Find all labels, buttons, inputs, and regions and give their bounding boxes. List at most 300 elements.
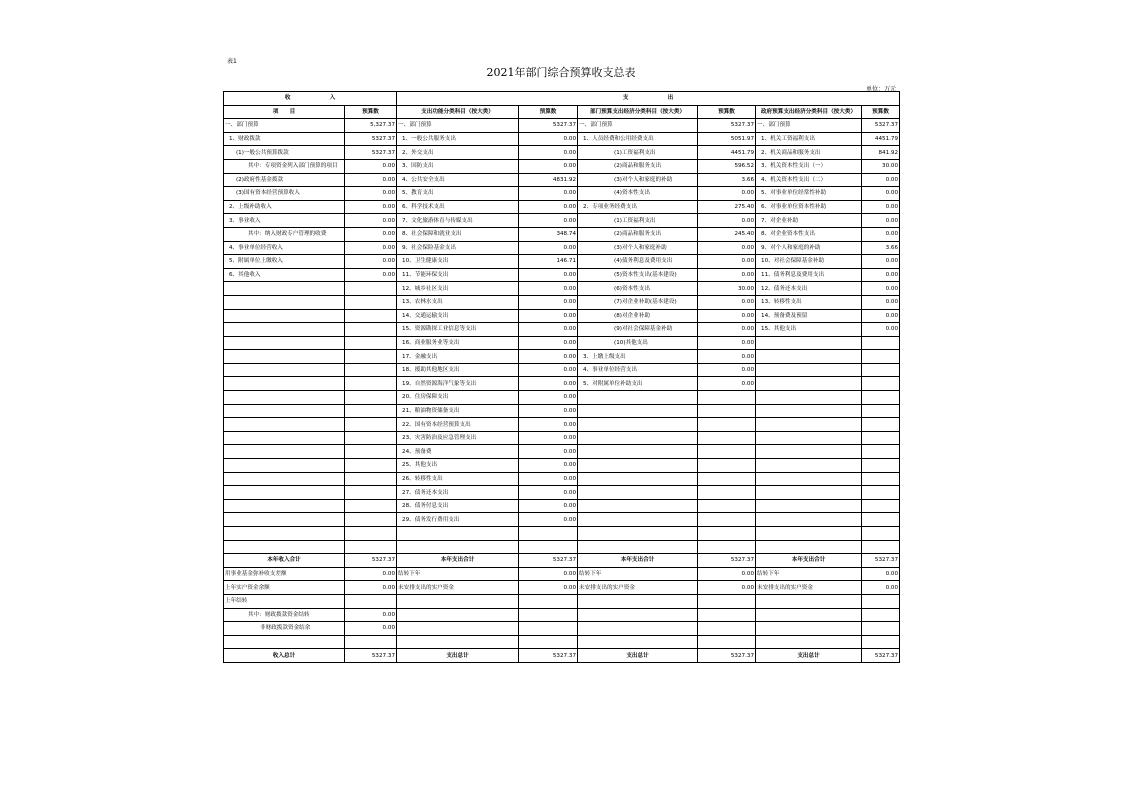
table-label: 表1 <box>227 58 237 65</box>
budget-value <box>345 459 397 473</box>
col-dept-econ-header: 部门预算支出经济分类科目（按大类） <box>578 105 698 119</box>
item-label <box>756 363 862 377</box>
expense-total-value: 5327.37 <box>698 554 756 568</box>
col-budget-header: 预算数 <box>345 105 397 119</box>
budget-value <box>345 377 397 391</box>
item-label: 21、粮油物资储备支出 <box>397 404 519 418</box>
item-label <box>224 309 345 323</box>
budget-value: 0.00 <box>862 295 900 309</box>
budget-value: 0.00 <box>698 377 756 391</box>
item-label: (9)对社会保障基金补助 <box>578 323 698 337</box>
budget-value: 0.00 <box>862 255 900 269</box>
budget-value: 0.00 <box>698 255 756 269</box>
item-label <box>756 499 862 513</box>
budget-value <box>698 418 756 432</box>
budget-value: 0.00 <box>519 146 578 160</box>
budget-value: 0.00 <box>345 159 397 173</box>
budget-value <box>862 350 900 364</box>
table-row <box>224 363 900 377</box>
item-label: 其中：纳入财政专户管理的收费 <box>224 227 345 241</box>
item-label: 4、事业单位经营支出 <box>578 363 698 377</box>
budget-value: 0.00 <box>519 132 578 146</box>
item-label <box>224 350 345 364</box>
budget-value: 0.00 <box>519 404 578 418</box>
item-label: 25、其他支出 <box>397 459 519 473</box>
item-label: 14、交通运输支出 <box>397 309 519 323</box>
item-label: 1、财政拨款 <box>224 132 345 146</box>
budget-value: 596.52 <box>698 159 756 173</box>
item-label: (1)工资福利支出 <box>578 214 698 228</box>
budget-value <box>862 445 900 459</box>
item-label: 2、外交支出 <box>397 146 519 160</box>
budget-value <box>862 499 900 513</box>
summary-value: 0.00 <box>698 567 756 581</box>
budget-value <box>862 418 900 432</box>
table-row <box>224 350 900 364</box>
summary-value: 0.00 <box>345 622 397 636</box>
expense-header: 支 出 <box>397 92 900 106</box>
item-label: (3)对个人和家庭的补助 <box>578 173 698 187</box>
item-label: 8、社会保障和就业支出 <box>397 227 519 241</box>
item-label: 28、债务付息支出 <box>397 499 519 513</box>
budget-value <box>862 363 900 377</box>
expense-total-value: 5327.37 <box>519 554 578 568</box>
item-label <box>224 363 345 377</box>
income-total-value: 5327.37 <box>345 554 397 568</box>
item-label <box>578 431 698 445</box>
item-label: 9、对个人和家庭的补助 <box>756 241 862 255</box>
budget-value: 0.00 <box>698 309 756 323</box>
budget-value <box>862 377 900 391</box>
item-label <box>224 499 345 513</box>
item-label <box>578 499 698 513</box>
item-label: (3)国有资本经营预算收入 <box>224 187 345 201</box>
item-label: 23、灾害防治及应急管理支出 <box>397 431 519 445</box>
budget-value: 0.00 <box>519 363 578 377</box>
item-label: 12、债务还本支出 <box>756 282 862 296</box>
budget-value: 0.00 <box>862 323 900 337</box>
item-label: 10、卫生健康支出 <box>397 255 519 269</box>
budget-value: 0.00 <box>519 499 578 513</box>
item-label <box>756 445 862 459</box>
expense-total-label: 本年支出合计 <box>756 554 862 568</box>
budget-value: 0.00 <box>519 295 578 309</box>
item-label: 27、债务还本支出 <box>397 486 519 500</box>
budget-value: 0.00 <box>519 350 578 364</box>
item-label: 24、预备费 <box>397 445 519 459</box>
budget-value <box>698 445 756 459</box>
table-row <box>224 132 900 146</box>
item-label: 6、对事业单位资本性补助 <box>756 200 862 214</box>
grand-expense-value: 5327.37 <box>519 649 578 663</box>
budget-value <box>345 418 397 432</box>
budget-value <box>862 431 900 445</box>
expense-total-label: 本年支出合计 <box>397 554 519 568</box>
summary-label: 用事业基金弥补收支差额 <box>224 567 345 581</box>
budget-value <box>698 486 756 500</box>
budget-value <box>862 459 900 473</box>
budget-value: 0.00 <box>345 268 397 282</box>
table-row <box>224 377 900 391</box>
item-label <box>756 404 862 418</box>
grand-income-value: 5327.37 <box>345 649 397 663</box>
item-label: 5、对附属单位补助支出 <box>578 377 698 391</box>
item-label <box>578 404 698 418</box>
item-label <box>224 459 345 473</box>
budget-value: 0.00 <box>698 214 756 228</box>
budget-value <box>698 499 756 513</box>
budget-value: 0.00 <box>519 486 578 500</box>
budget-value: 245.40 <box>698 227 756 241</box>
budget-value <box>862 486 900 500</box>
col-item-header: 项 目 <box>224 105 345 119</box>
budget-value <box>862 404 900 418</box>
budget-value: 0.00 <box>345 227 397 241</box>
budget-value: 0.00 <box>519 472 578 486</box>
budget-value: 146.71 <box>519 255 578 269</box>
budget-value <box>345 282 397 296</box>
item-label <box>756 350 862 364</box>
budget-value: 30.00 <box>698 282 756 296</box>
budget-value <box>698 431 756 445</box>
col-budget-header: 预算数 <box>519 105 578 119</box>
item-label: (10)其他支出 <box>578 336 698 350</box>
item-label <box>224 323 345 337</box>
unit-label: 单位：万元 <box>865 86 896 93</box>
table-row <box>224 445 900 459</box>
grand-income-label: 收入总计 <box>224 649 345 663</box>
budget-value <box>345 295 397 309</box>
table-row <box>224 159 900 173</box>
item-label: 其中：专项资金列入部门预算的项目 <box>224 159 345 173</box>
summary-label: 其中：财政拨款资金结转 <box>224 608 345 622</box>
summary-label: 未安排支出的实户资金 <box>397 581 519 595</box>
item-label <box>756 377 862 391</box>
item-label: 11、节能环保支出 <box>397 268 519 282</box>
budget-value: 0.00 <box>519 418 578 432</box>
budget-value <box>345 513 397 527</box>
budget-value: 841.92 <box>862 146 900 160</box>
item-label <box>224 418 345 432</box>
summary-label: 上年结转 <box>224 594 345 608</box>
item-label: 一、部门预算 <box>397 119 519 133</box>
item-label <box>224 486 345 500</box>
budget-value: 0.00 <box>519 513 578 527</box>
summary-value: 0.00 <box>862 567 900 581</box>
item-label <box>756 459 862 473</box>
item-label: 6、科学技术支出 <box>397 200 519 214</box>
budget-value <box>345 309 397 323</box>
item-label: 3、事业收入 <box>224 214 345 228</box>
item-label <box>224 391 345 405</box>
item-label: 13、农林水支出 <box>397 295 519 309</box>
table-row <box>224 513 900 527</box>
budget-value <box>345 363 397 377</box>
budget-value: 5327.37 <box>345 132 397 146</box>
item-label: (2)商品和服务支出 <box>578 227 698 241</box>
budget-value: 0.00 <box>519 377 578 391</box>
item-label: 7、对企业补助 <box>756 214 862 228</box>
budget-value: 0.00 <box>519 323 578 337</box>
table-row <box>224 200 900 214</box>
grand-expense-value: 5327.37 <box>862 649 900 663</box>
item-label: 一、部门预算 <box>756 119 862 133</box>
item-label: 29、债务发行费用支出 <box>397 513 519 527</box>
item-label: 9、社会保险基金支出 <box>397 241 519 255</box>
item-label: 2、机关商品和服务支出 <box>756 146 862 160</box>
item-label: 20、住房保障支出 <box>397 391 519 405</box>
grand-expense-value: 5327.37 <box>698 649 756 663</box>
budget-value <box>345 323 397 337</box>
item-label: (8)对企业补助 <box>578 309 698 323</box>
item-label: (5)资本性支出(基本建设) <box>578 268 698 282</box>
summary-label: 结转下年 <box>578 567 698 581</box>
item-label: 15、资源勘探工业信息等支出 <box>397 323 519 337</box>
budget-value: 3.66 <box>698 173 756 187</box>
summary-value: 0.00 <box>345 581 397 595</box>
item-label: 3、机关资本性支出（一） <box>756 159 862 173</box>
budget-value <box>345 472 397 486</box>
item-label <box>224 472 345 486</box>
item-label: 一、部门预算 <box>224 119 345 133</box>
budget-value: 4831.92 <box>519 173 578 187</box>
budget-value: 0.00 <box>862 187 900 201</box>
budget-value: 0.00 <box>698 336 756 350</box>
budget-value: 0.00 <box>519 187 578 201</box>
budget-value: 0.00 <box>345 241 397 255</box>
budget-value <box>698 404 756 418</box>
summary-label: 非财政拨款资金结余 <box>224 622 345 636</box>
summary-value: 0.00 <box>519 567 578 581</box>
item-label: (7)对企业补助(基本建设) <box>578 295 698 309</box>
item-label: 1、机关工资福利支出 <box>756 132 862 146</box>
item-label: (4)债务利息及费用支出 <box>578 255 698 269</box>
item-label <box>578 513 698 527</box>
budget-value: 0.00 <box>862 227 900 241</box>
budget-value <box>862 336 900 350</box>
item-label <box>578 472 698 486</box>
budget-value: 0.00 <box>698 350 756 364</box>
item-label <box>756 431 862 445</box>
item-label: 13、转移性支出 <box>756 295 862 309</box>
item-label <box>224 445 345 459</box>
item-label <box>756 336 862 350</box>
budget-value <box>345 445 397 459</box>
table-row <box>224 486 900 500</box>
table-row <box>224 282 900 296</box>
budget-value: 0.00 <box>519 282 578 296</box>
item-label <box>224 513 345 527</box>
budget-value: 0.00 <box>519 445 578 459</box>
table-row <box>224 187 900 201</box>
item-label: 5、教育支出 <box>397 187 519 201</box>
budget-value <box>698 459 756 473</box>
item-label <box>578 418 698 432</box>
item-label: 10、对社会保障基金补助 <box>756 255 862 269</box>
table-row <box>224 404 900 418</box>
budget-summary-table <box>223 91 900 663</box>
budget-value <box>345 431 397 445</box>
budget-value: 5327.37 <box>519 119 578 133</box>
summary-value: 0.00 <box>698 581 756 595</box>
item-label <box>224 282 345 296</box>
item-label <box>756 418 862 432</box>
item-label: (3)对个人和家庭补助 <box>578 241 698 255</box>
col-budget-header: 预算数 <box>698 105 756 119</box>
budget-value: 0.00 <box>345 255 397 269</box>
item-label: 17、金融支出 <box>397 350 519 364</box>
page-title: 2021年部门综合预算收支总表 <box>486 66 636 79</box>
item-label: 4、机关资本性支出（二） <box>756 173 862 187</box>
item-label <box>578 445 698 459</box>
budget-value: 0.00 <box>862 214 900 228</box>
item-label: 15、其他支出 <box>756 323 862 337</box>
income-header: 收 入 <box>224 92 397 106</box>
item-label: 3、上缴上级支出 <box>578 350 698 364</box>
item-label: (1)工资福利支出 <box>578 146 698 160</box>
item-label <box>224 295 345 309</box>
item-label: (6)资本性支出 <box>578 282 698 296</box>
item-label <box>224 336 345 350</box>
item-label <box>756 391 862 405</box>
budget-value: 3.66 <box>862 241 900 255</box>
budget-value: 0.00 <box>862 282 900 296</box>
item-label: 8、对企业资本性支出 <box>756 227 862 241</box>
budget-value: 0.00 <box>345 214 397 228</box>
item-label <box>224 377 345 391</box>
item-label: (4)资本性支出 <box>578 187 698 201</box>
table-row <box>224 255 900 269</box>
budget-value: 0.00 <box>345 200 397 214</box>
item-label <box>756 513 862 527</box>
budget-value: 0.00 <box>698 295 756 309</box>
budget-value: 5051.97 <box>698 132 756 146</box>
table-row <box>224 173 900 187</box>
item-label: (1)一般公共预算拨款 <box>224 146 345 160</box>
summary-label: 结转下年 <box>756 567 862 581</box>
income-total-label: 本年收入合计 <box>224 554 345 568</box>
item-label: 14、预备费及预留 <box>756 309 862 323</box>
budget-value <box>862 391 900 405</box>
col-budget-header: 预算数 <box>862 105 900 119</box>
budget-value: 0.00 <box>519 431 578 445</box>
budget-value: 0.00 <box>519 309 578 323</box>
budget-value: 0.00 <box>519 459 578 473</box>
budget-value: 30.00 <box>862 159 900 173</box>
budget-value: 0.00 <box>345 187 397 201</box>
grand-expense-label: 支出总计 <box>578 649 698 663</box>
item-label: 2、上级补助收入 <box>224 200 345 214</box>
item-label: 18、援助其他地区支出 <box>397 363 519 377</box>
budget-value <box>345 404 397 418</box>
budget-value: 0.00 <box>519 200 578 214</box>
budget-value: 0.00 <box>862 200 900 214</box>
expense-total-value: 5327.37 <box>862 554 900 568</box>
table-row <box>224 119 900 133</box>
budget-value <box>698 391 756 405</box>
table-row <box>224 391 900 405</box>
budget-value: 0.00 <box>698 323 756 337</box>
col-func-header: 支出功能分类科目（按大类） <box>397 105 519 119</box>
budget-value: 348.74 <box>519 227 578 241</box>
table-row <box>224 214 900 228</box>
item-label <box>756 472 862 486</box>
summary-label: 结转下年 <box>397 567 519 581</box>
table-row <box>224 499 900 513</box>
summary-value: 0.00 <box>345 608 397 622</box>
grand-expense-label: 支出总计 <box>397 649 519 663</box>
item-label <box>224 404 345 418</box>
item-label: 19、自然资源海洋气象等支出 <box>397 377 519 391</box>
table-row <box>224 241 900 255</box>
item-label: 26、转移性支出 <box>397 472 519 486</box>
budget-value: 0.00 <box>519 159 578 173</box>
item-label: 16、商业服务业等支出 <box>397 336 519 350</box>
item-label <box>578 459 698 473</box>
budget-value <box>345 391 397 405</box>
budget-value: 0.00 <box>345 173 397 187</box>
item-label: 4、事业单位经营收入 <box>224 241 345 255</box>
budget-value: 0.00 <box>519 391 578 405</box>
table-row <box>224 295 900 309</box>
budget-value: 5327.37 <box>345 146 397 160</box>
item-label <box>578 391 698 405</box>
item-label <box>578 486 698 500</box>
table-row <box>224 227 900 241</box>
item-label <box>756 486 862 500</box>
budget-value: 0.00 <box>698 241 756 255</box>
budget-value <box>862 472 900 486</box>
item-label: 3、国防支出 <box>397 159 519 173</box>
summary-value: 0.00 <box>862 581 900 595</box>
item-label: 11、债务利息及费用支出 <box>756 268 862 282</box>
item-label: 5、对事业单位经常性补助 <box>756 187 862 201</box>
item-label: 7、文化旅游体育与传媒支出 <box>397 214 519 228</box>
budget-value <box>698 472 756 486</box>
budget-value: 0.00 <box>862 309 900 323</box>
budget-value: 0.00 <box>519 268 578 282</box>
item-label: 一、部门预算 <box>578 119 698 133</box>
item-label: 2、专项业务经费支出 <box>578 200 698 214</box>
summary-value: 0.00 <box>345 567 397 581</box>
item-label: 22、国有资本经营预算支出 <box>397 418 519 432</box>
table-row <box>224 309 900 323</box>
item-label: 12、城乡社区支出 <box>397 282 519 296</box>
budget-value: 4451.79 <box>862 132 900 146</box>
item-label <box>224 431 345 445</box>
item-label: 6、其他收入 <box>224 268 345 282</box>
budget-value: 0.00 <box>698 268 756 282</box>
budget-value: 0.00 <box>862 173 900 187</box>
table-row <box>224 472 900 486</box>
budget-value: 275.40 <box>698 200 756 214</box>
budget-value <box>345 336 397 350</box>
table-row <box>224 146 900 160</box>
summary-label: 上年实户资金余额 <box>224 581 345 595</box>
item-label: 1、一般公共服务支出 <box>397 132 519 146</box>
budget-value: 5327.37 <box>698 119 756 133</box>
budget-value: 0.00 <box>519 336 578 350</box>
summary-label: 未安排支出的实户资金 <box>756 581 862 595</box>
col-gov-econ-header: 政府预算支出经济分类科目（按大类） <box>756 105 862 119</box>
budget-value <box>862 513 900 527</box>
item-label: 1、人员经费和公用经费支出 <box>578 132 698 146</box>
budget-value: 0.00 <box>698 187 756 201</box>
table-row <box>224 418 900 432</box>
table-row <box>224 323 900 337</box>
budget-value: 0.00 <box>519 241 578 255</box>
summary-label: 未安排支出的实户资金 <box>578 581 698 595</box>
